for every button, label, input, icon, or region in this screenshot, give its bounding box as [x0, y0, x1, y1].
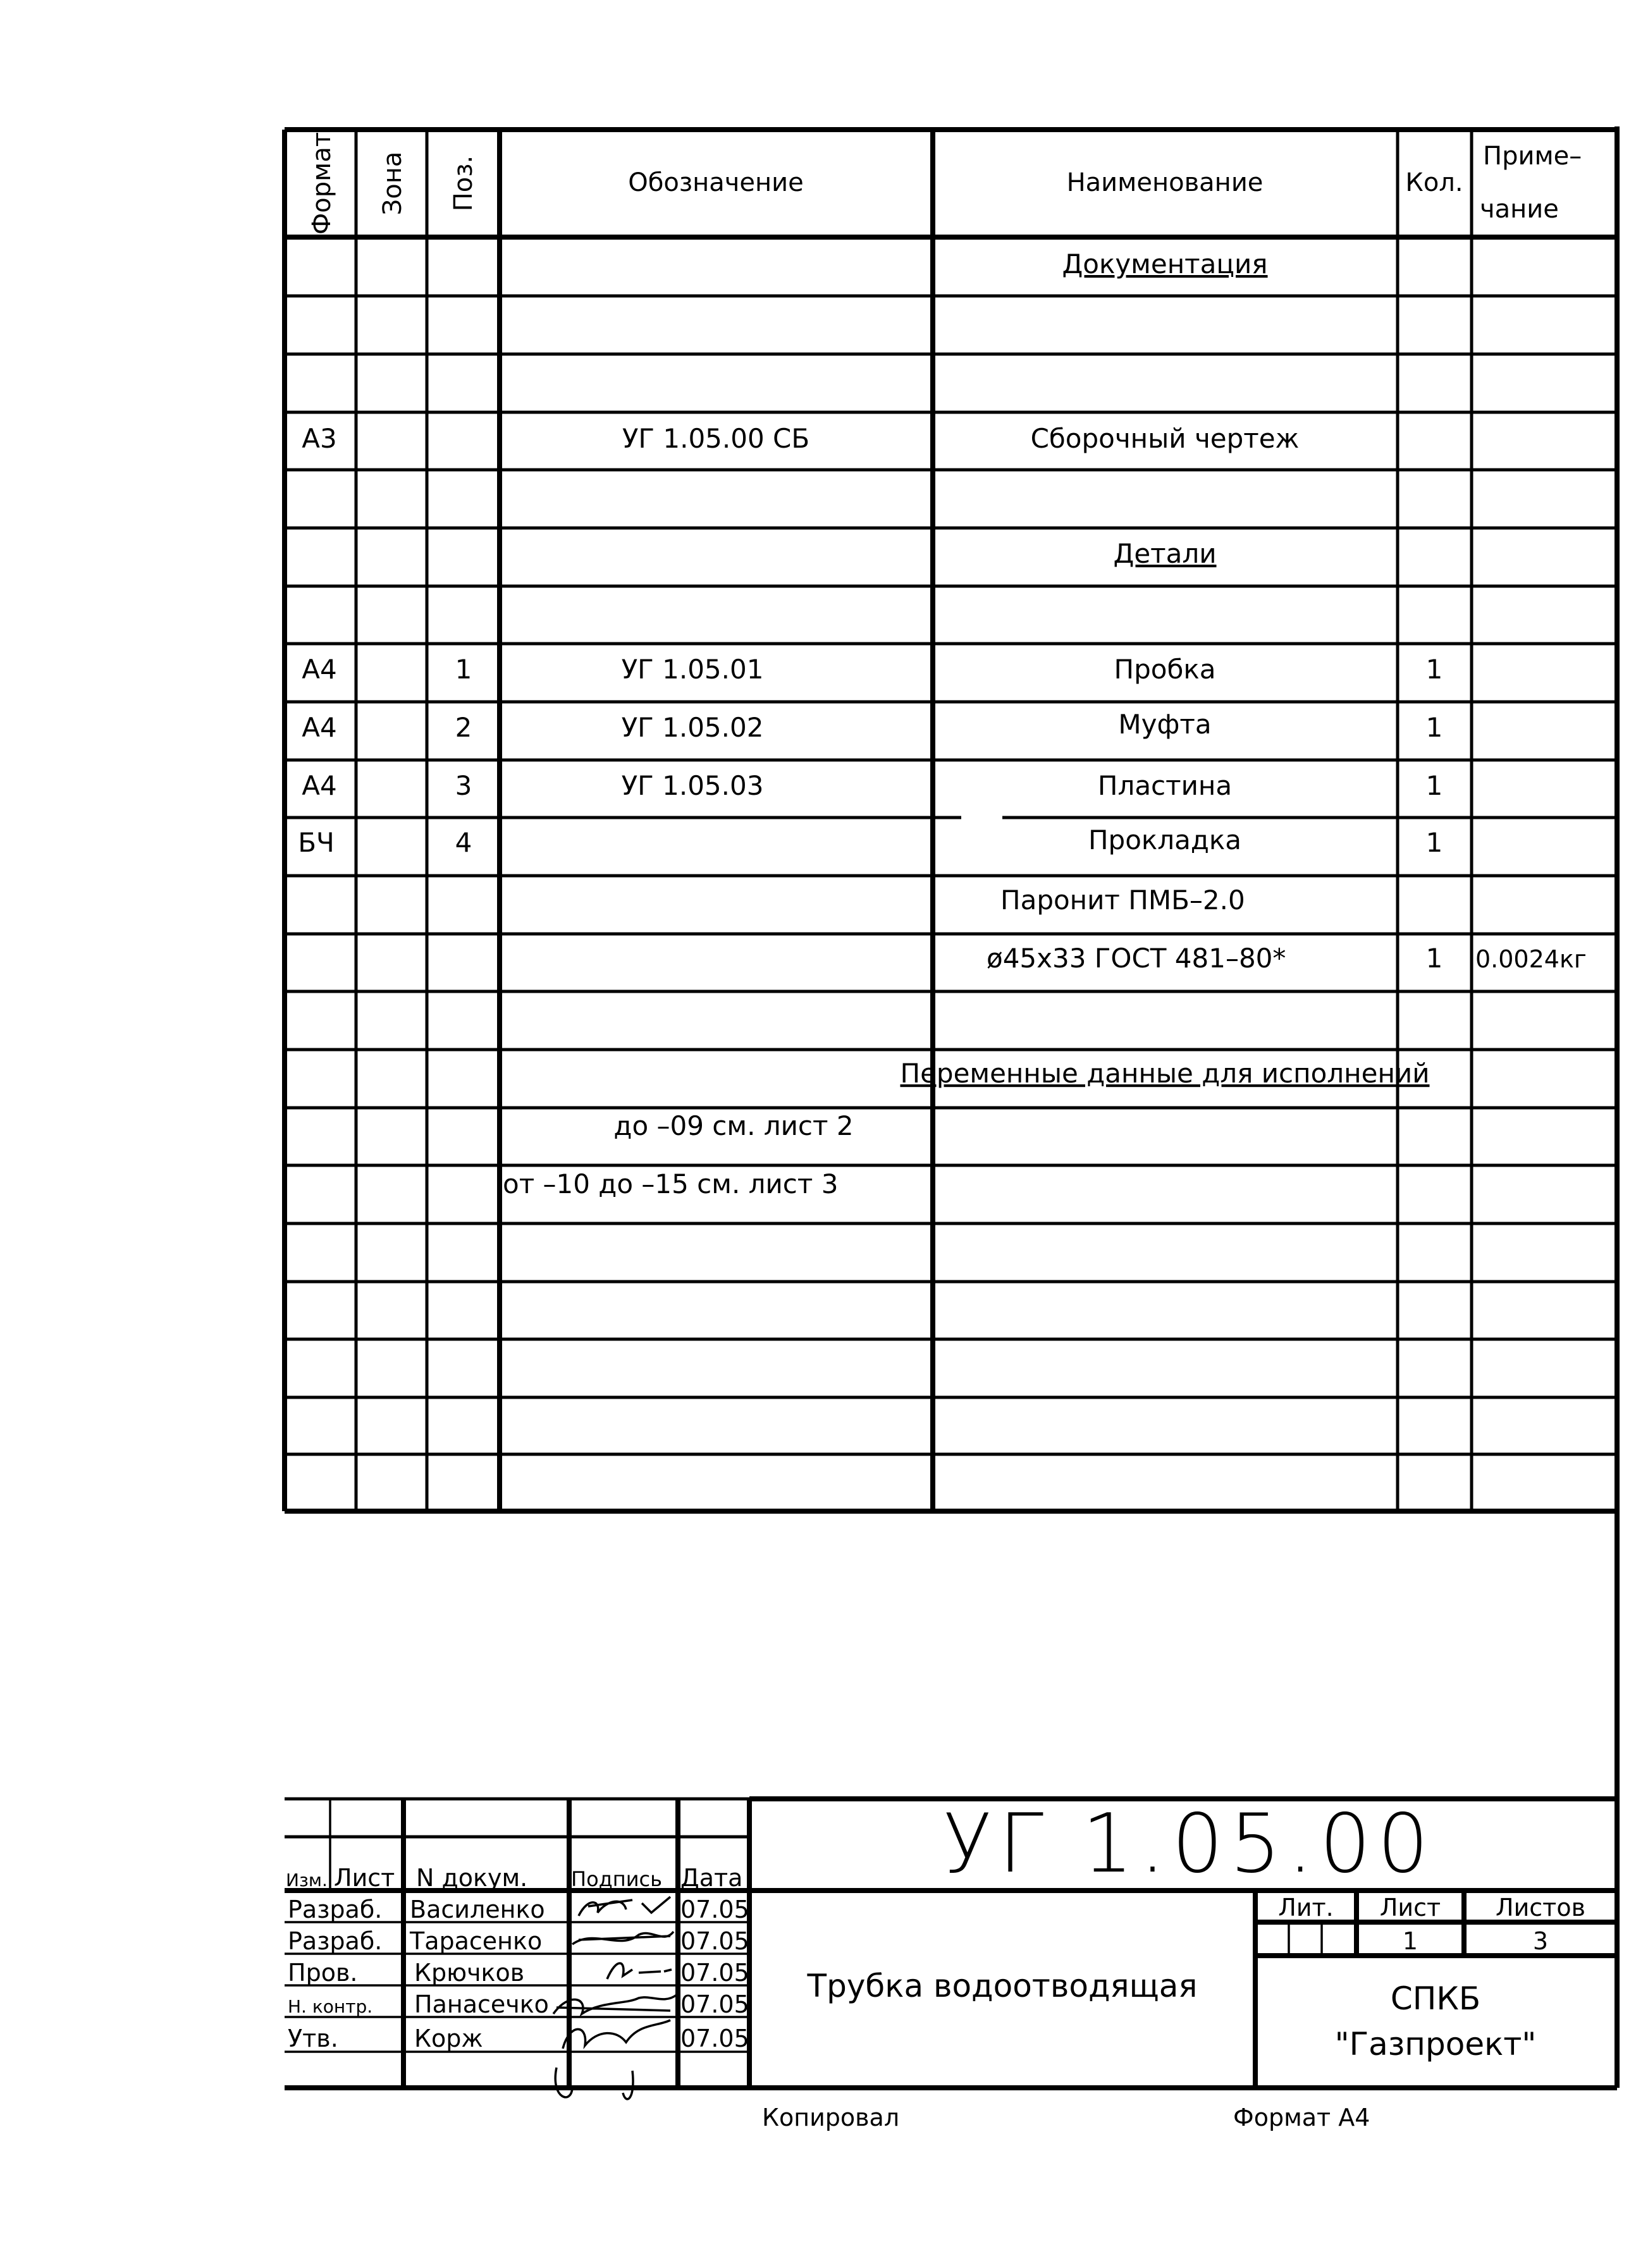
row-item-3-qty: 1	[1425, 770, 1443, 801]
row-item-2-designation: УГ 1.05.02	[621, 712, 764, 743]
signatures	[553, 1897, 677, 2099]
variant-row-2: от –10 до –15 см. лист 3	[503, 1168, 839, 1199]
row-item-1-pos: 1	[455, 654, 472, 685]
sheet-value: 1	[1402, 1927, 1418, 1955]
row-item-3-pos: 3	[455, 770, 472, 801]
header-format: Формат	[307, 132, 336, 235]
row-item-1-designation: УГ 1.05.01	[621, 654, 764, 685]
row-item-3-format: А4	[302, 770, 337, 801]
name-1: Василенко	[410, 1896, 545, 1923]
name-3: Крючков	[414, 1959, 525, 1987]
role-3: Пров.	[288, 1959, 358, 1987]
sheets-label: Листов	[1496, 1894, 1585, 1922]
header-note-line2: чание	[1480, 195, 1559, 224]
col-doc: N докум.	[416, 1864, 528, 1892]
date-3: 07.05	[680, 1959, 749, 1987]
row-item-4-pos: 4	[455, 827, 472, 858]
col-sign: Подпись	[571, 1867, 662, 1891]
date-4: 07.05	[680, 1990, 749, 2018]
section-documentation: Документация	[1062, 248, 1268, 279]
col-list: Лист	[334, 1864, 395, 1892]
row-assembly-name: Сборочный чертеж	[1030, 423, 1300, 454]
date-2: 07.05	[680, 1927, 749, 1955]
material-note: 0.0024кг	[1475, 945, 1587, 973]
footer-format: Формат А4	[1233, 2104, 1370, 2131]
section-variable-data: Переменные данные для исполнений	[900, 1058, 1430, 1089]
name-4: Панасечко	[414, 1990, 549, 2018]
row-item-4-name: Прокладка	[1088, 824, 1242, 855]
material-line-2: ø45x33 ГОСТ 481–80*	[987, 943, 1286, 974]
row-item-2-format: А4	[302, 712, 337, 743]
date-1: 07.05	[680, 1896, 749, 1923]
sheets-value: 3	[1532, 1927, 1549, 1955]
header-zone: Зона	[378, 151, 407, 216]
header-pos: Поз.	[449, 155, 478, 212]
header-designation: Обозначение	[628, 168, 804, 197]
row-item-2-name: Муфта	[1118, 709, 1212, 740]
col-date: Дата	[680, 1864, 743, 1892]
row-assembly-designation: УГ 1.05.00 СБ	[622, 423, 810, 454]
row-item-4-qty: 1	[1425, 827, 1443, 858]
row-item-2-qty: 1	[1425, 712, 1443, 743]
header-note-line1: Приме–	[1483, 142, 1582, 171]
name-2: Тарасенко	[410, 1927, 543, 1955]
footer-copied: Копировал	[762, 2104, 900, 2131]
row-item-1-name: Пробка	[1114, 654, 1216, 685]
org-line-1: СПКБ	[1390, 1980, 1481, 2017]
row-item-3-name: Пластина	[1097, 770, 1233, 801]
material-qty: 1	[1425, 943, 1443, 974]
role-5: Утв.	[288, 2025, 338, 2052]
header-name: Наименование	[1066, 168, 1264, 197]
date-5: 07.05	[680, 2025, 749, 2052]
role-2: Разраб.	[288, 1927, 383, 1955]
header-qty: Кол.	[1405, 168, 1463, 197]
section-details: Детали	[1113, 538, 1217, 569]
variant-row-1: до –09 см. лист 2	[613, 1110, 854, 1141]
sheet-label: Лист	[1379, 1894, 1441, 1922]
name-5: Корж	[414, 2025, 483, 2052]
material-line-1: Паронит ПМБ–2.0	[1000, 885, 1245, 916]
doc-number: УГ 1.05.00	[942, 1797, 1436, 1891]
spec-table-grid	[285, 126, 1617, 2088]
role-1: Разраб.	[288, 1896, 383, 1923]
role-4: Н. контр.	[288, 1996, 373, 2017]
org-line-2: "Газпроект"	[1334, 2026, 1537, 2063]
col-izm: Изм.	[286, 1870, 328, 1891]
row-item-2-pos: 2	[455, 712, 472, 743]
product-name: Трубка водоотводящая	[807, 1968, 1198, 2004]
row-item-1-qty: 1	[1425, 654, 1443, 685]
row-item-1-format: А4	[302, 654, 337, 685]
row-item-3-designation: УГ 1.05.03	[621, 770, 764, 801]
lit-label: Лит.	[1278, 1894, 1334, 1922]
row-assembly-format: А3	[302, 423, 337, 454]
row-item-4-format: БЧ	[298, 827, 335, 858]
